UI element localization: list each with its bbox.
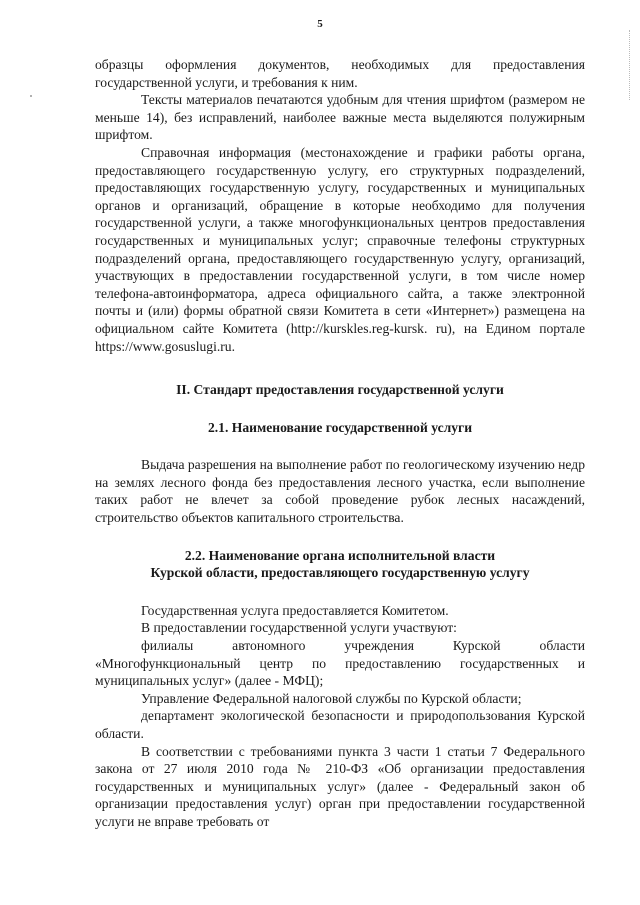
participant-tax-service: Управление Федеральной налоговой службы по Курской области; [141, 690, 522, 706]
scan-dot-mark [30, 95, 32, 97]
participant-ecology-department: департамент экологической безопасности и природопользования Курской области. [95, 708, 585, 741]
page-number: 5 [317, 18, 323, 30]
participant-mfc: филиалы автономного учреждения Курской области «Многофункциональный центр по предоставлению государственных и муниципальных услуг» (далее - МФЦ); [95, 638, 585, 689]
provider-line: Государственная услуга предоставляется Комитетом. [141, 602, 449, 618]
subsection-heading-2-2-line1: 2.2. Наименование органа исполнительной власти [184, 547, 496, 563]
subsection-heading-2-2-line2: Курской области, предоставляющего государственную услугу [150, 565, 530, 581]
participants-intro: В предоставлении государственной услуги участвуют: [141, 620, 457, 636]
scan-margin-mark [629, 30, 634, 100]
law-requirements-paragraph: В соответствии с требованиями пункта 3 части 1 статьи 7 Федерального закона от 27 июля 2010 года № 210-ФЗ «Об организации предоставления государственных и муниципальных услуг» (далее - Федеральный закон об организации предоставления услуг) орган при предоставлении государственной услуги не вправе требовать от [95, 743, 585, 829]
subsection-heading-2-1: 2.1. Наименование государственной услуги [207, 419, 473, 435]
paragraph-font-requirements: Тексты материалов печатаются удобным для чтения шрифтом (размером не меньше 14), без исправлений, наиболее важные места выделяются полужирным шрифтом. [95, 92, 585, 143]
paragraph-reference-info: Справочная информация (местонахождение и графики работы органа, предоставляющего государственную услугу, его структурных подразделений, предоставляющих государственную услугу, государственных и муниципальных органов и организаций, обращение в которые необходимо для получения государственной услуги, а также многофункциональных центров предоставления государственных и муниципальных услуг; справочные телефоны структурных подразделений органа, предоставляющего государственную услугу, организаций, участвующих в предоставлении государственной услуги, в том числе номер телефона-автоинформатора, адреса официального сайта, а также электронной почты и (или) формы обратной связи Комитета в сети «Интернет») размещена на официальном сайте Комитета (http://kurskles.reg-kursk. ru), на Едином портале https://www.gosuslugi.ru. [95, 144, 585, 354]
section-heading-2: II. Стандарт предоставления государственной услуги [176, 382, 504, 398]
document-body [95, 56, 585, 831]
paragraph-continuation: образцы оформления документов, необходимых для предоставления государственной услуги, и требования к ним. [95, 57, 585, 90]
service-name-text: Выдача разрешения на выполнение работ по геологическому изучению недр на землях лесного фонда без предоставления лесного участка, если выполнение таких работ не влечет за собой проведение рубок лесных насаждений, строительство объектов капитального строительства. [95, 457, 585, 526]
